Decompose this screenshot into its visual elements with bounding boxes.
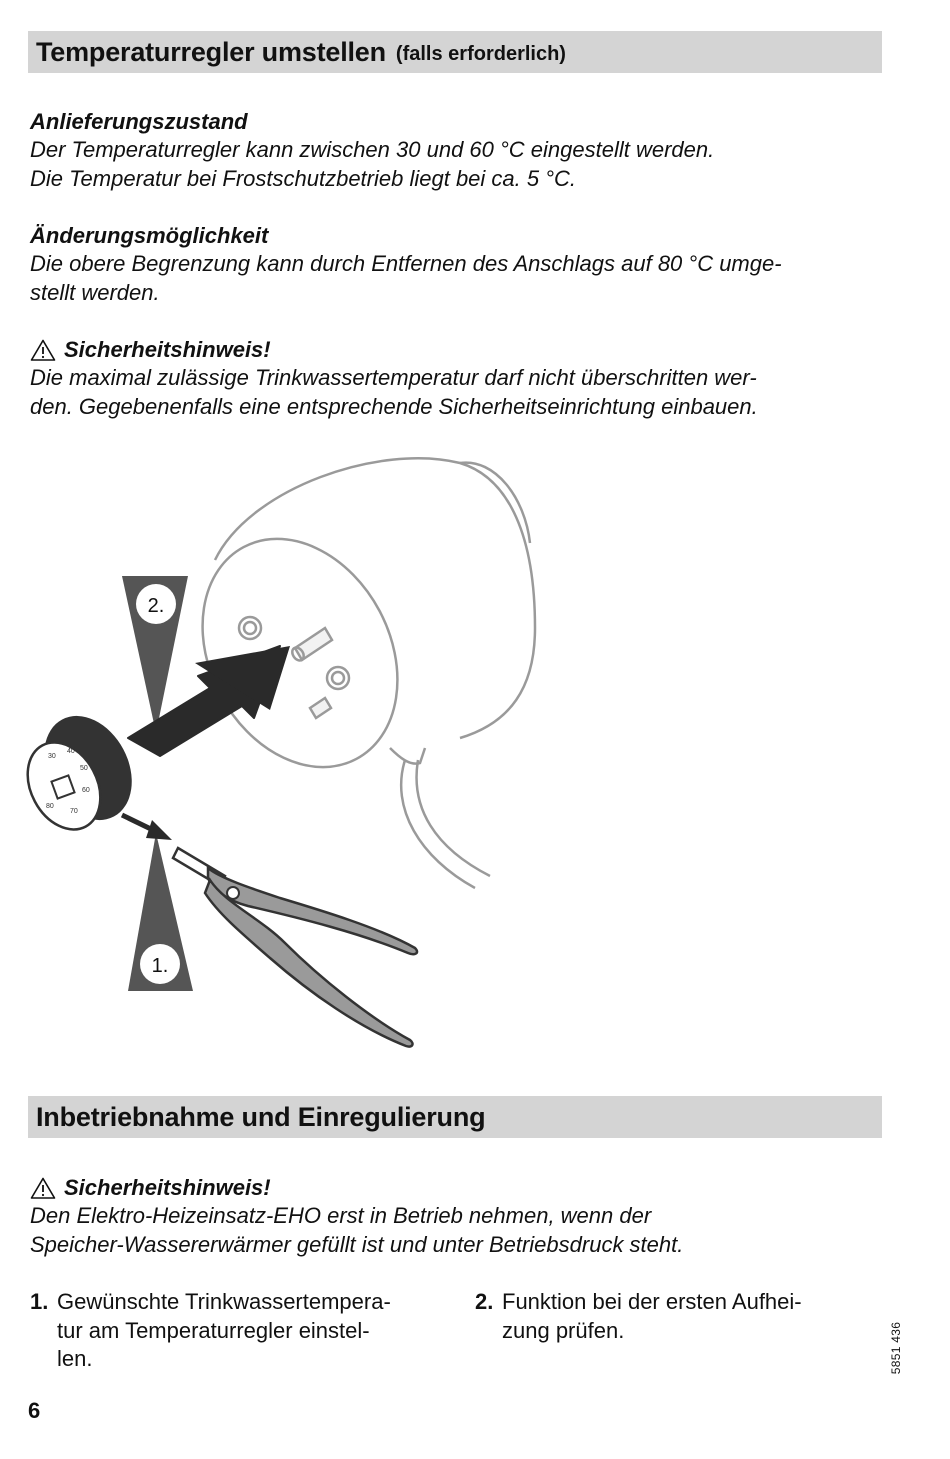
- pliers-drawing: [173, 848, 417, 1047]
- dial-tick: 40: [67, 748, 75, 755]
- safety-note-2: [30, 1174, 880, 1259]
- step-line: Gewünschte Trinkwassertempera-: [57, 1289, 391, 1314]
- step-line: Funktion bei der ersten Aufhei-: [502, 1289, 802, 1314]
- step-2-label: 2.: [147, 595, 165, 617]
- section-title: Temperaturregler umstellen: [36, 36, 386, 67]
- step-line: zung prüfen.: [502, 1317, 625, 1343]
- safety-heading: Sicherheitshinweis!: [64, 337, 271, 362]
- safety-line: Die maximal zulässige Trinkwassertemperatur darf nicht überschritten wer-: [30, 365, 757, 390]
- safety-heading: Sicherheitshinweis!: [64, 1175, 271, 1200]
- change-line: stellt werden.: [30, 279, 160, 305]
- section-title: Inbetriebnahme und Einregulierung: [36, 1101, 486, 1132]
- delivery-state-block: [30, 108, 880, 193]
- safety-line: Den Elektro-Heizeinsatz-EHO erst in Betrieb nehmen, wenn der: [30, 1203, 652, 1228]
- change-option-block: [30, 222, 880, 307]
- document-code-text: 5851 436: [889, 1321, 904, 1375]
- safety-line: den. Gegebenenfalls eine entsprechende Sicherheitseinrichtung einbauen.: [30, 393, 758, 419]
- safety-note-1: [30, 336, 880, 421]
- dial-tick: 70: [70, 808, 78, 815]
- dial-tick: 60: [82, 787, 90, 794]
- step-item-2: [475, 1288, 875, 1345]
- section-header-commissioning: [28, 1096, 882, 1138]
- warning-triangle-icon: [30, 339, 56, 361]
- document-code: [886, 1318, 906, 1378]
- delivery-line: Die Temperatur bei Frostschutzbetrieb liegt bei ca. 5 °C.: [30, 165, 577, 191]
- change-heading: Änderungsmöglichkeit: [30, 223, 269, 248]
- small-direction-arrow: [122, 815, 172, 840]
- change-line: Die obere Begrenzung kann durch Entfernen des Anschlags auf 80 °C umge-: [30, 251, 782, 276]
- safety-line: Speicher-Wassererwärmer gefüllt ist und unter Betriebsdruck steht.: [30, 1231, 684, 1257]
- section-header-temperature-controller: [28, 31, 882, 73]
- step-line: tur am Temperaturregler einstel-: [57, 1317, 370, 1343]
- step-1-label: 1.: [151, 955, 169, 977]
- step-line: len.: [57, 1346, 93, 1371]
- step-number: 1.: [30, 1289, 49, 1314]
- dial-tick: 50: [80, 765, 88, 772]
- dial-tick: 30: [48, 753, 56, 760]
- warning-triangle-icon: [30, 1177, 56, 1199]
- delivery-line: Der Temperaturregler kann zwischen 30 und 60 °C eingestellt werden.: [30, 137, 715, 162]
- delivery-heading: Anlieferungszustand: [30, 109, 248, 134]
- dial-tick: 80: [46, 803, 54, 810]
- section-subtitle: (falls erforderlich): [395, 42, 566, 65]
- page-number: 6: [28, 1398, 41, 1423]
- step-number: 2.: [475, 1289, 494, 1314]
- regulator-adjustment-illustration: [20, 448, 560, 1058]
- step-item-1: [30, 1288, 450, 1374]
